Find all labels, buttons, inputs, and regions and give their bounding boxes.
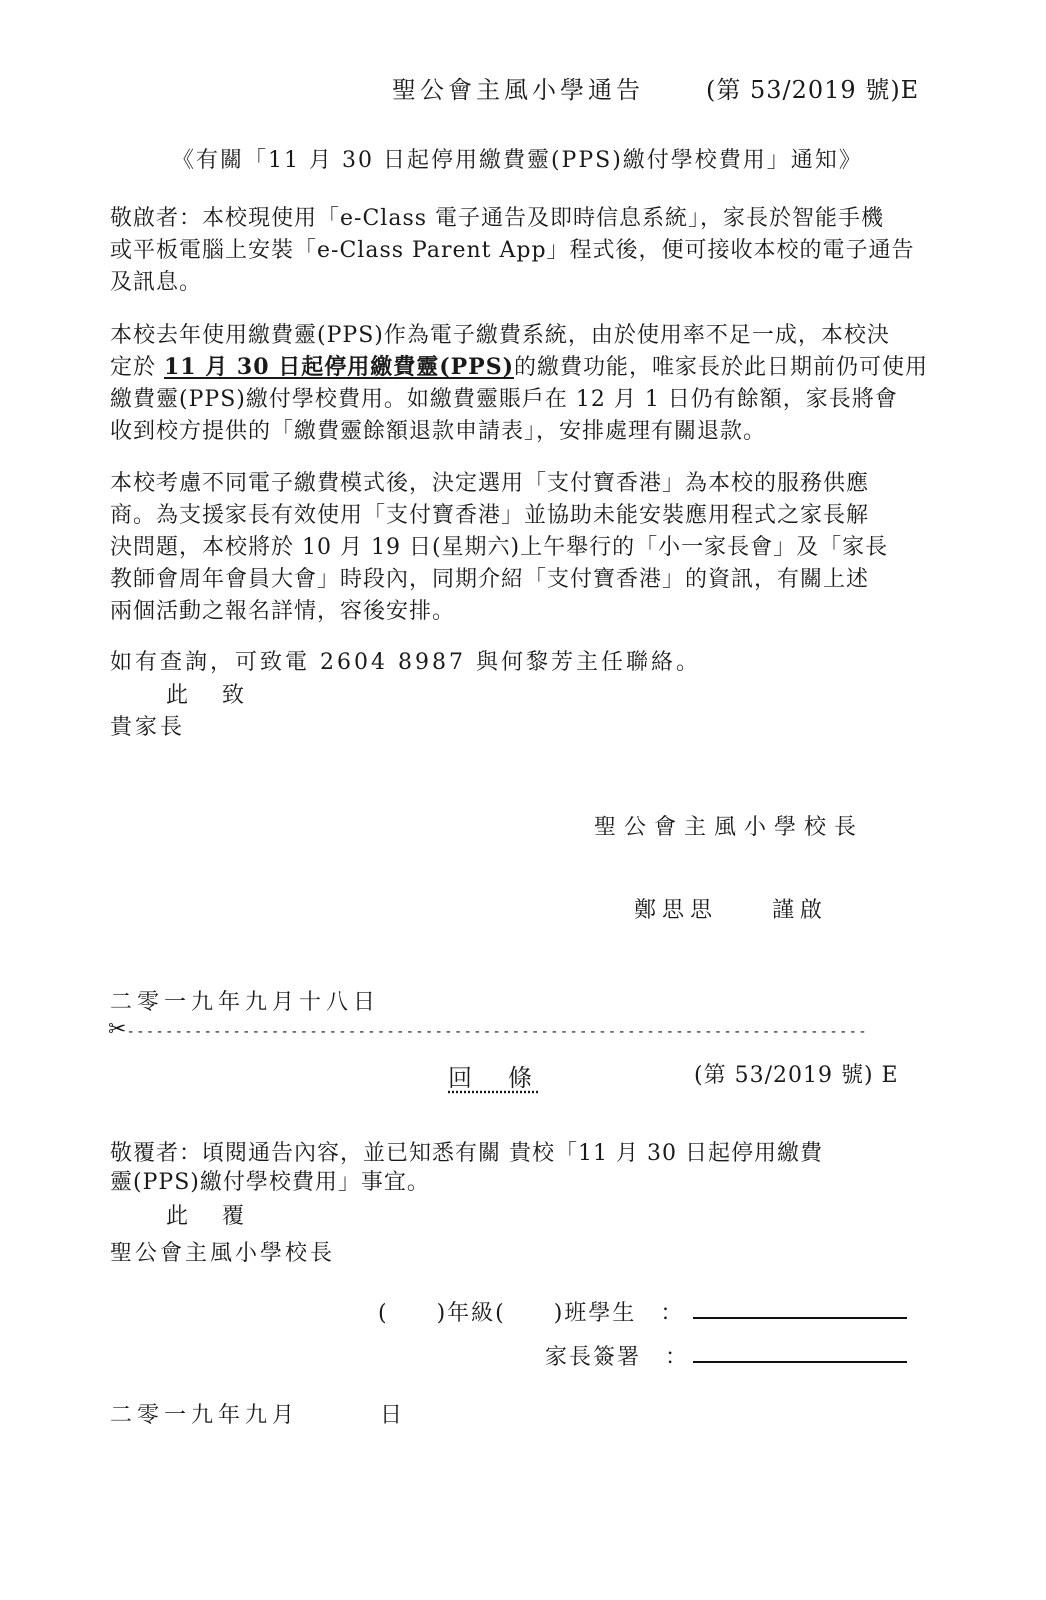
paragraph-3-line: 本校考慮不同電子繳費模式後，決定選用「支付寶香港」為本校的服務供應 [110, 471, 870, 496]
notice-number: (第 53/2019 號)E [706, 76, 920, 104]
recipient: 貴家長 [110, 715, 186, 740]
notice-date: 二零一九年九月十八日 [110, 990, 381, 1015]
ci-fu: 此 覆 [166, 1204, 251, 1229]
paragraph-3-line: 決問題，本校將於 10 月 19 日(星期六)上午舉行的「小一家長會」及「家長 [110, 535, 889, 560]
paragraph-2-line: 本校去年使用繳費靈(PPS)作為電子繳費系統，由於使用率不足一成，本校決 [110, 323, 890, 348]
paragraph-1-line: 敬啟者：本校現使用「e-Class 電子通告及即時信息系統」，家長於智能手機 [110, 206, 885, 231]
paragraph-2-line: 收到校方提供的「繳費靈餘額退款申請表」，安排處理有關退款。 [110, 419, 767, 444]
reply-body-line: 靈(PPS)繳付學校費用」事宜。 [110, 1170, 430, 1195]
paragraph-3-line: 商。為支援家長有效使用「支付寶香港」並協助未能安裝應用程式之家長解 [110, 503, 870, 528]
ci-zhi: 此 致 [166, 683, 251, 708]
paragraph-3-line: 教師會周年會員大會」時段內，同期介紹「支付寶香港」的資訊，有關上述 [110, 567, 870, 592]
notice-title: 聖公會主風小學通告 [392, 76, 644, 104]
dashed-line: ----------------------------------------------------------------------------- [126, 1024, 868, 1040]
notice-subject: 《有關「11 月 30 日起停用繳費靈(PPS)繳付學校費用」通知》 [172, 148, 863, 173]
p2-suffix: 的繳費功能，唯家長於此日期前仍可使用 [514, 355, 929, 380]
paragraph-1-line: 及訊息。 [110, 270, 203, 295]
reply-date: 二零一九年九月 日 [110, 1403, 408, 1428]
reply-body-line: 敬覆者：頃閱通告內容，並已知悉有關 貴校「11 月 30 日起停用繳費 [110, 1141, 823, 1166]
paragraph-2-line [110, 350, 928, 381]
scissors-icon: ✂ [108, 1017, 127, 1042]
paragraph-2-line: 繳費靈(PPS)繳付學校費用。如繳費靈賬戶在 12 月 1 日仍有餘額，家長將會 [110, 387, 898, 412]
student-field-label: ( )年級( )班學生 ： [378, 1301, 685, 1326]
p2-prefix: 定於 [110, 355, 164, 380]
parent-signature-line[interactable] [693, 1361, 907, 1363]
signoff: 謹啟 [772, 898, 829, 923]
signatory-name: 鄭思思 [634, 898, 719, 923]
highlighted-date-phrase: 11 月 30 日起停用繳費靈(PPS) [164, 354, 515, 380]
paragraph-3-line: 兩個活動之報名詳情，容後安排。 [110, 599, 456, 624]
parent-sign-label: 家長簽署 ： [545, 1345, 690, 1370]
paragraph-1-line: 或平板電腦上安裝「e-Class Parent App」程式後，便可接收本校的電子通告 [110, 238, 915, 263]
reply-to: 聖公會主風小學校長 [110, 1241, 336, 1266]
enquiry-line: 如有查詢，可致電 2604 8987 與何黎芳主任聯絡。 [110, 650, 701, 675]
reply-number: (第 53/2019 號) E [694, 1063, 899, 1088]
student-field-line[interactable] [693, 1317, 907, 1319]
signatory-title: 聖公會主風小學校長 [594, 815, 865, 840]
cut-line [108, 1017, 868, 1042]
reply-title: 回 條 [448, 1064, 538, 1092]
